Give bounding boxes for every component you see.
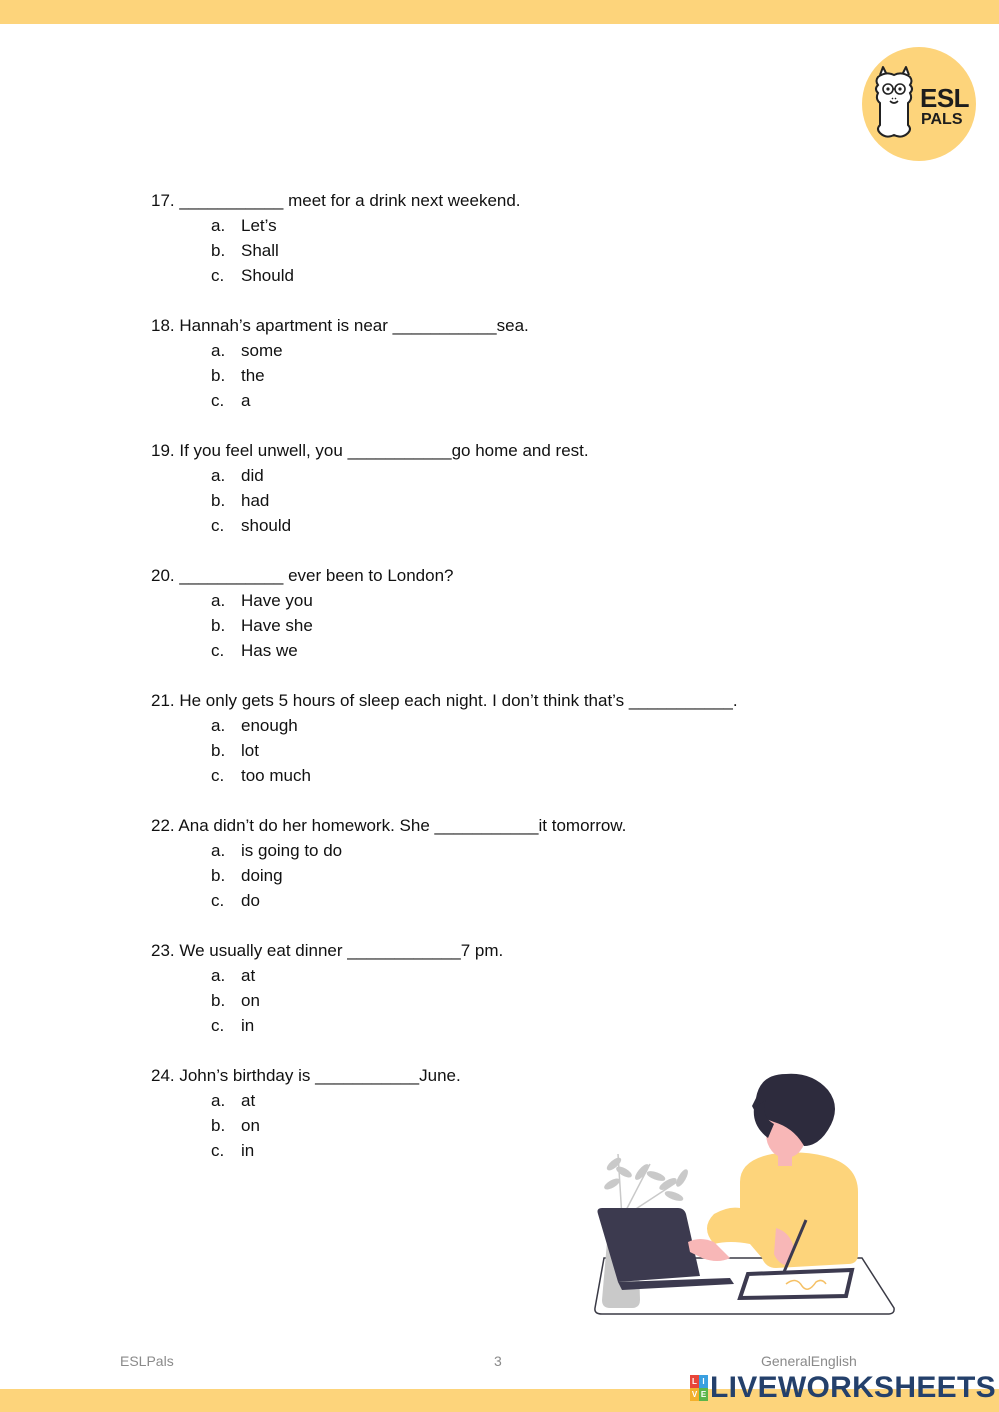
liveworksheets-logo-icon (690, 1375, 708, 1401)
option-text: Let’s (241, 216, 277, 235)
option-text: is going to do (241, 841, 343, 860)
logo-block-v: V (691, 1390, 698, 1399)
option-letter: a. (211, 841, 226, 860)
option-c[interactable] (151, 513, 871, 538)
option-letter: c. (211, 1016, 225, 1035)
option-letter: b. (211, 366, 226, 385)
option-a[interactable] (151, 463, 871, 488)
option-letter: a. (211, 1091, 226, 1110)
question-22 (151, 813, 871, 913)
option-letter: b. (211, 1116, 226, 1135)
question-18 (151, 313, 871, 413)
option-list (151, 838, 871, 913)
option-letter: a. (211, 591, 226, 610)
option-text: some (241, 341, 283, 360)
option-a[interactable] (151, 338, 871, 363)
option-letter: c. (211, 891, 225, 910)
footer-brand-text: ESLPals (120, 1353, 174, 1369)
option-text: Have she (241, 616, 313, 635)
question-prompt: 22. Ana didn’t do her homework. She ___________it tomorrow. (151, 816, 627, 835)
option-list (151, 463, 871, 538)
option-text: Should (241, 266, 294, 285)
option-letter: a. (211, 966, 226, 985)
question-prompt: 21. He only gets 5 hours of sleep each night. I don’t think that’s ___________. (151, 691, 738, 710)
top-accent-bar (0, 0, 999, 24)
option-text: enough (241, 716, 298, 735)
option-a[interactable] (151, 588, 871, 613)
liveworksheets-text: LIVEWORKSHEETS (710, 1371, 996, 1404)
option-letter: b. (211, 241, 226, 260)
option-text: lot (241, 741, 259, 760)
footer-course-name: GeneralEnglish (761, 1353, 857, 1369)
option-letter: a. (211, 341, 226, 360)
question-prompt: 20. ___________ ever been to London? (151, 566, 454, 585)
option-b[interactable] (151, 988, 871, 1013)
option-c[interactable] (151, 763, 871, 788)
option-c[interactable] (151, 388, 871, 413)
option-list (151, 713, 871, 788)
option-a[interactable] (151, 963, 871, 988)
option-a[interactable] (151, 713, 871, 738)
question-prompt: 18. Hannah’s apartment is near ___________sea. (151, 316, 529, 335)
question-prompt: 17. ___________ meet for a drink next weekend. (151, 191, 521, 210)
option-b[interactable] (151, 738, 871, 763)
option-text: at (241, 1091, 256, 1110)
logo-block-l: L (690, 1375, 699, 1388)
option-letter: a. (211, 466, 226, 485)
option-letter: c. (211, 766, 225, 785)
option-text: doing (241, 866, 283, 885)
option-a[interactable] (151, 213, 871, 238)
option-text: in (241, 1016, 255, 1035)
option-letter: a. (211, 216, 226, 235)
option-letter: b. (211, 866, 226, 885)
option-a[interactable] (151, 838, 871, 863)
option-text: should (241, 516, 292, 535)
option-letter: c. (211, 516, 225, 535)
option-text: too much (241, 766, 311, 785)
option-letter: a. (211, 716, 226, 735)
option-letter: c. (211, 266, 225, 285)
option-letter: b. (211, 616, 226, 635)
option-list (151, 588, 871, 663)
option-text: did (241, 466, 264, 485)
question-19 (151, 438, 871, 538)
logo-wordmark (920, 85, 969, 128)
question-prompt: 19. If you feel unwell, you ___________go home and rest. (151, 441, 589, 460)
option-text: the (241, 366, 265, 385)
option-text: had (241, 491, 270, 510)
option-letter: c. (211, 391, 225, 410)
logo-block-e: E (700, 1390, 707, 1399)
option-letter: c. (211, 1141, 225, 1160)
option-letter: b. (211, 991, 226, 1010)
option-text: Have you (241, 591, 313, 610)
option-text: on (241, 1116, 260, 1135)
option-list (151, 963, 871, 1038)
option-b[interactable] (151, 488, 871, 513)
option-text: Has we (241, 641, 298, 660)
option-text: a (241, 391, 251, 410)
footer-page-number: 3 (494, 1353, 502, 1369)
question-23 (151, 938, 871, 1038)
option-b[interactable] (151, 863, 871, 888)
option-b[interactable] (151, 363, 871, 388)
option-letter: c. (211, 641, 225, 660)
llama-icon (872, 65, 922, 143)
option-c[interactable] (151, 638, 871, 663)
woman-at-desk-illustration (590, 1068, 900, 1318)
option-list (151, 213, 871, 288)
option-b[interactable] (151, 613, 871, 638)
option-letter: b. (211, 491, 226, 510)
question-prompt: 24. John’s birthday is ___________June. (151, 1066, 461, 1085)
footer-brand (120, 1353, 174, 1369)
option-c[interactable] (151, 263, 871, 288)
logo-line-1: ESL (920, 83, 970, 113)
logo-line-2: PALS (921, 111, 963, 128)
question-list (151, 188, 871, 1188)
option-list (151, 338, 871, 413)
question-21 (151, 688, 871, 788)
option-c[interactable] (151, 888, 871, 913)
option-c[interactable] (151, 1013, 871, 1038)
liveworksheets-watermark[interactable] (690, 1372, 996, 1404)
question-prompt: 23. We usually eat dinner ____________7 pm. (151, 941, 504, 960)
question-17 (151, 188, 871, 288)
option-text: on (241, 991, 260, 1010)
option-text: in (241, 1141, 255, 1160)
option-text: Shall (241, 241, 279, 260)
option-letter: b. (211, 741, 226, 760)
question-20 (151, 563, 871, 663)
esl-pals-logo (862, 47, 976, 161)
logo-block-i: I (699, 1375, 708, 1388)
option-text: at (241, 966, 256, 985)
option-b[interactable] (151, 238, 871, 263)
option-text: do (241, 891, 260, 910)
